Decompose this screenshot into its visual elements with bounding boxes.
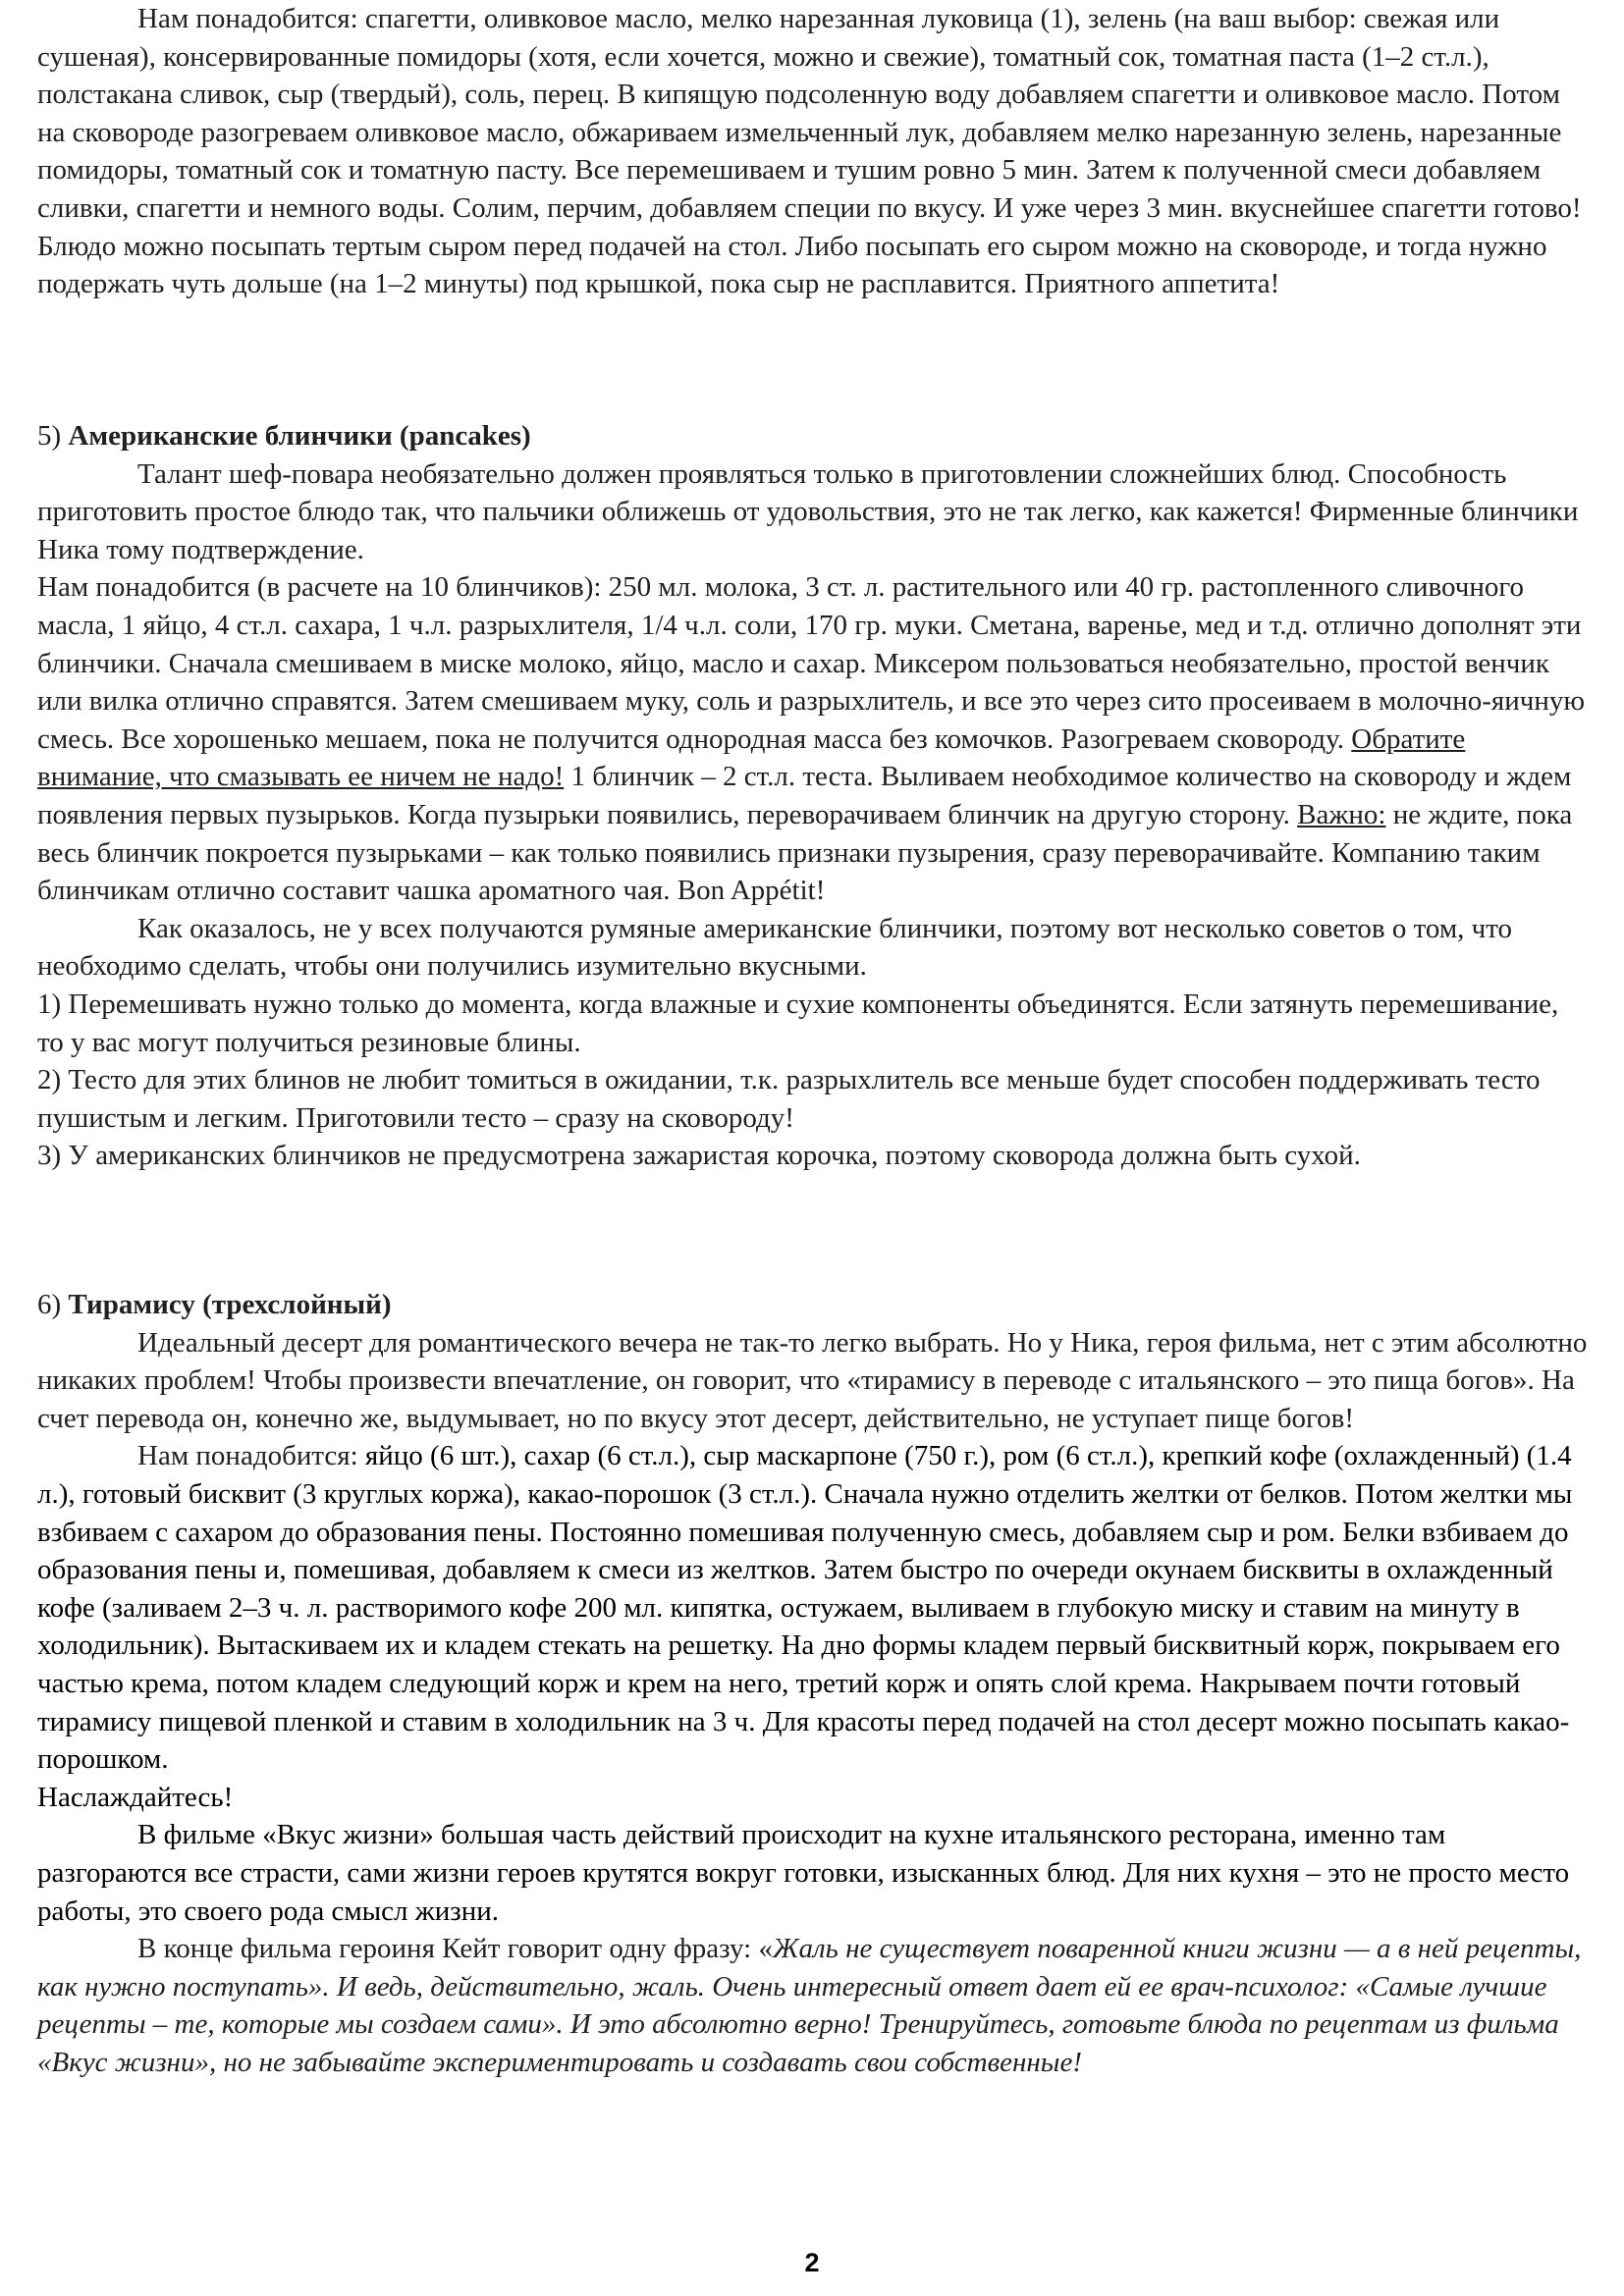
tip-item: 2) Тесто для этих блинов не любит томиться в ожидании, т.к. разрыхлитель все меньше будет способен поддерживать тесто пушистым и легким. Приготовили тесто – сразу на сковороду!: [37, 1064, 1541, 1134]
page-number: 2: [804, 2248, 820, 2277]
closing-quote: Жаль не существует поваренной книги жизни — а в ней рецепты, как нужно поступать». И ведь, действительно, жаль. Очень интересный ответ дает ей ее врач-психолог: «Самые лучшие рецепты – те, которые мы создаем сами». И это абсолютно верно! Тренируйтесь, готовьте блюда по рецептам из фильма «Вкус жизни», но не забывайте экспериментировать и создавать свои собственные!: [37, 1933, 1582, 2078]
important-label: Важно:: [1297, 798, 1386, 830]
closing-paragraph: [37, 1930, 1589, 2081]
recipe-text: 1 блинчик – 2 ст.л. теста. Выливаем необходимое количество на сковороду и ждем появления первых пузырьков. Когда пузырьки появились, переворачиваем блинчик на другую сторону.: [37, 761, 1572, 830]
recipe-text: Нам понадобится (в расчете на 10 блинчиков): 250 мл. молока, 3 ст. л. растительного или 40 гр. растопленного сливочного масла, 1 яйцо, 4 ст.л. сахара, 1 ч.л. разрыхлителя, 1/4 ч.л. соли, 170 гр. муки. Сметана, варенье, мед и т.д. отлично дополнят эти блинчики. Сначала смешиваем в миске молоко, яйцо, масло и сахар. Миксером пользоваться необязательно, простой венчик или вилка отлично справятся. Затем смешиваем муку, соль и разрыхлитель, и все это через сито просеиваем в молочно-яичную смесь. Все хорошенько мешаем, пока не получится однородная масса без комочков. Разогреваем сковороду.: [37, 571, 1586, 755]
section-heading: [37, 1286, 1589, 1324]
section-title: Американские блинчики (pancakes): [68, 420, 531, 452]
pancakes-tips-intro: Как оказалось, не у всех получаются румяные американские блинчики, поэтому вот несколько советов о том, что необходимо сделать, чтобы они получились изумительно вкусными.: [37, 912, 1513, 983]
tip-item: 1) Перемешивать нужно только до момента, когда влажные и сухие компоненты объединятся. Если затянуть перемешивание, то у вас могут получиться резиновые блины.: [37, 988, 1559, 1058]
section-heading: [37, 417, 1589, 455]
tiramisu-intro-paragraph: Идеальный десерт для романтического вечера не так-то легко выбрать. Но у Ника, героя фильма, нет с этим абсолютно никаких проблем! Чтобы произвести впечатление, он говорит, что «тирамису в переводе с итальянского – это пища богов». На счет перевода он, конечно же, выдумывает, но по вкусу этот десерт, действительно, не уступает пище богов!: [37, 1326, 1588, 1434]
section-tiramisu: [37, 1286, 1589, 2081]
film-paragraph: В фильме «Вкус жизни» большая часть действий происходит на кухне итальянского ресторана, именно там разгораются все страсти, сами жизни героев крутятся вокруг готовки, изысканных блюд. Для них кухня – это не просто место работы, это своего рода смысл жизни.: [37, 1819, 1570, 1927]
underlined-note: Обратите внимание, что смазывать ее ничем не надо!: [37, 722, 1466, 793]
recipe-text: не ждите, пока весь блинчик покроется пузырьками – как только появились признаки пузырения, сразу переворачивайте. Компанию таким блинчикам отлично составит чашка ароматного чая. Bon Appétit!: [37, 798, 1573, 907]
pancakes-intro-paragraph: Талант шеф-повара необязательно должен проявляться только в приготовлении сложнейших блюд. Способность приготовить простое блюдо так, что пальчики оближешь от удовольствия, это не так легко, как кажется! Фирменные блинчики Ника тому подтверждение.: [37, 457, 1579, 565]
tiramisu-recipe-paragraph: [37, 1437, 1589, 1778]
intro-paragraph: Нам понадобится: спагетти, оливковое масло, мелко нарезанная луковица (1), зелень (на ваш выбор: свежая или сушеная), консервированные помидоры (хотя, если хочется, можно и свежие), томатный сок, томатная паста (1–2 ст.л.), полстакана сливок, сыр (твердый), соль, перец. В кипящую подсоленную воду добавляем спагетти и оливковое масло. Потом на сковороде разогреваем оливковое масло, обжариваем измельченный лук, добавляем мелко нарезанную зелень, нарезанные помидоры, томатный сок и томатную пасту. Все перемешиваем и тушим ровно 5 мин. Затем к полученной смеси добавляем сливки, спагетти и немного воды. Солим, перчим, добавляем специи по вкусу. И уже через 3 мин. вкуснейшее спагетти готово! Блюдо можно посыпать тертым сыром перед подачей на стол. Либо посыпать его сыром можно на сковороде, и тогда нужно подержать чуть дольше (на 1–2 минуты) под крышкой, пока сыр не расплавится. Приятного аппетита!: [37, 3, 1582, 300]
section-number: 6): [37, 1289, 62, 1320]
tip-item: 3) У американских блинчиков не предусмотрена зажаристая корочка, поэтому сковорода должна быть сухой.: [37, 1140, 1361, 1172]
intro-section: [37, 0, 1589, 303]
recipe-text: яйцо (6 шт.), сахар (6 ст.л.), сыр маскарпоне (750 г.), ром (6 ст.л.), крепкий кофе (охлажденный) (1.4 л.), готовый бисквит (3 круглых коржа), какао-порошок (3 ст.л.). Сначала нужно отделить желтки от белков. Потом желтки мы взбиваем с сахаром до образования пены. Постоянно помешивая полученную смесь, добавляем сыр и ром. Белки взбиваем до образования пены и, помешивая, добавляем к смеси из желтков. Затем быстро по очереди окунаем бисквиты в охлажденный кофе (заливаем 2–3 ч. л. растворимого кофе 200 мл. кипятка, остужаем, выливаем в глубокую миску и ставим на минуту в холодильник). Вытаскиваем их и кладем стекать на решетку. На дно формы кладем первый бисквитный корж, покрываем его частью крема, потом кладем следующий корж и крем на него, третий корж и опять слой крема. Накрываем почти готовый тирамису пищевой пленкой и ставим в холодильник на 3 ч. Для красоты перед подачей на стол десерт можно посыпать какао-порошком.: [37, 1440, 1573, 1776]
enjoy-line: Наслаждайтесь!: [37, 1781, 234, 1813]
section-title: Тирамису (трехслойный): [68, 1289, 392, 1320]
section-pancakes: [37, 417, 1589, 1175]
pancakes-recipe-paragraph: [37, 568, 1589, 909]
closing-text: В конце фильма героиня Кейт говорит одну фразу: «: [137, 1933, 773, 1965]
section-number: 5): [37, 420, 62, 452]
recipe-text: Нам понадобится:: [137, 1440, 365, 1472]
